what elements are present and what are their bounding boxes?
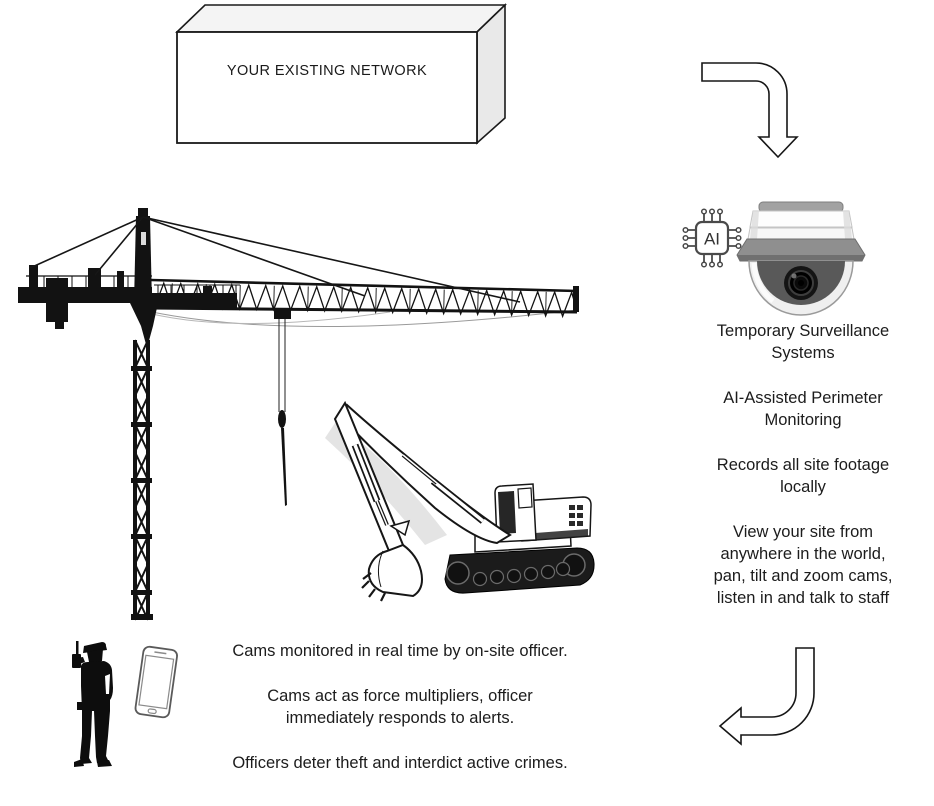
ai-chip-icon	[682, 204, 742, 268]
box-front-face	[177, 32, 477, 143]
box-top-face	[177, 5, 505, 32]
curved-arrow-down-icon	[699, 59, 801, 161]
crane-hook	[274, 308, 291, 506]
text-paragraph: AI-Assisted Perimeter Monitoring	[723, 389, 883, 429]
crane-mast	[130, 208, 158, 620]
crane-jib	[151, 280, 579, 317]
ai-chip-label: AI	[703, 229, 721, 249]
police-officer-icon	[68, 636, 120, 772]
text-paragraph: Records all site footage locally	[716, 456, 890, 496]
text-paragraph: Cams monitored in real time by on-site officer.	[232, 642, 568, 660]
excavator-illustration	[325, 393, 625, 608]
dome-camera-icon	[735, 196, 869, 320]
network-box-label: YOUR EXISTING NETWORK	[226, 63, 428, 79]
radio-antenna	[76, 641, 79, 655]
jib-equipment	[203, 286, 212, 295]
crane-counter-jib	[18, 265, 152, 329]
crane-counterweight	[46, 278, 68, 322]
excavator-tracks	[445, 548, 594, 593]
smartphone-icon	[128, 642, 184, 726]
text-paragraph: View your site from anywhere in the world, pan, tilt and zoom cams, listen in and talk to staff	[713, 523, 893, 607]
text-paragraph: Cams act as force multipliers, officer immediately responds to alerts.	[267, 687, 533, 727]
excavator-bucket	[362, 545, 422, 601]
arrow-shape	[720, 648, 814, 744]
arrow-shape	[702, 63, 797, 157]
jib-tip	[573, 286, 579, 312]
bottom-text-block	[195, 640, 605, 774]
right-text-column	[680, 320, 926, 609]
text-paragraph: Temporary Surveillance Systems	[716, 322, 890, 362]
curved-arrow-left-icon	[716, 644, 818, 750]
text-paragraph: Officers deter theft and interdict active crimes.	[232, 754, 568, 772]
